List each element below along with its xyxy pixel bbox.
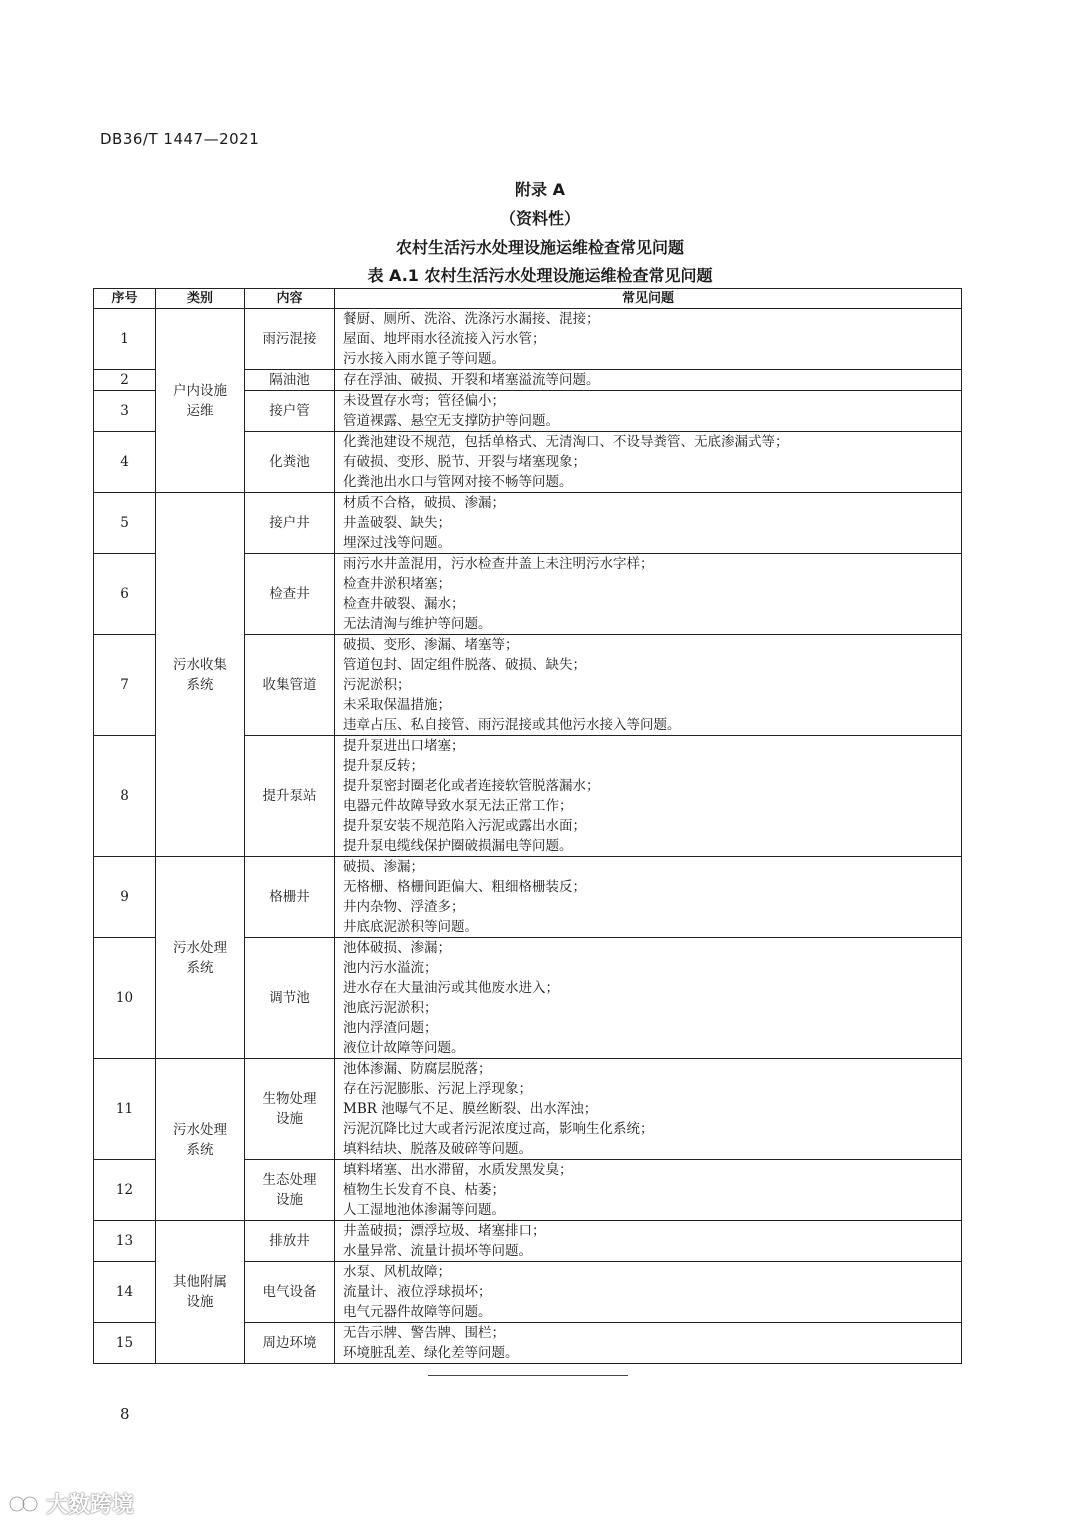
problem-line: 检查井破裂、漏水；: [343, 596, 465, 612]
problem-line: 污泥淤积；: [343, 677, 411, 693]
problems-cell: [335, 1262, 962, 1323]
category-label: 污水处理系统: [173, 939, 227, 976]
problem-line: MBR 池曝气不足、膜丝断裂、出水浑浊；: [343, 1101, 598, 1117]
problem-line: 填料堵塞、出水滞留，水质发黑发臭；: [343, 1162, 573, 1178]
problem-line: 流量计、液位浮球损坏；: [343, 1284, 492, 1300]
problem-line: 未采取保温措施；: [343, 697, 451, 713]
row-number: 13: [94, 1221, 156, 1262]
category-label: 其他附属设施: [173, 1274, 227, 1310]
content-cell: [245, 1221, 335, 1262]
content-label: 生态处理设施: [262, 1172, 317, 1208]
problem-line: 污泥沉降比过大或者污泥浓度过高，影响生化系统；: [343, 1121, 654, 1137]
table-row: [94, 1221, 962, 1262]
content-label: 检查井: [269, 586, 310, 602]
col-header-category: 类别: [156, 289, 245, 309]
problems-cell: [335, 432, 962, 493]
row-number: 9: [94, 857, 156, 938]
standard-code: DB36/T 1447—2021: [100, 130, 260, 148]
problem-line: 无告示牌、警告牌、围栏；: [343, 1325, 505, 1341]
problem-line: 池内浮渣问题；: [343, 1020, 438, 1036]
problem-line: 液位计故障等问题。: [343, 1040, 465, 1056]
problem-line: 存在浮油、破损、开裂和堵塞溢流等问题。: [343, 372, 600, 388]
problem-line: 井底底泥淤积等问题。: [343, 919, 478, 935]
problem-line: 提升泵安装不规范陷入污泥或露出水面；: [343, 818, 586, 834]
problem-line: 无法清淘与维护等问题。: [343, 616, 492, 632]
table-row: [94, 857, 962, 938]
table-caption: 表 A.1 农村生活污水处理设施运维检查常见问题: [367, 266, 713, 285]
problem-line: 存在污泥膨胀、污泥上浮现象；: [343, 1081, 532, 1097]
problem-line: 化粪池出水口与管网对接不畅等问题。: [343, 474, 573, 490]
problems-cell: [335, 635, 962, 736]
problem-line: 提升泵进出口堵塞；: [343, 738, 465, 754]
problems-cell: [335, 554, 962, 635]
content-label: 调节池: [269, 990, 310, 1006]
row-number: 7: [94, 635, 156, 736]
row-number: 12: [94, 1160, 156, 1221]
problem-line: 人工湿地池体渗漏等问题。: [343, 1202, 505, 1218]
content-label: 隔油池: [269, 372, 310, 388]
row-number: 8: [94, 736, 156, 857]
table-header-row: [94, 289, 962, 309]
content-cell: [245, 493, 335, 554]
problem-line: 植物生长发育不良、枯萎；: [343, 1182, 505, 1198]
content-label: 收集管道: [262, 677, 317, 693]
problem-line: 池底污泥淤积；: [343, 1000, 438, 1016]
content-label: 周边环境: [262, 1335, 317, 1351]
problem-line: 提升泵电缆线保护圈破损漏电等问题。: [343, 838, 573, 854]
content-cell: [245, 1160, 335, 1221]
content-cell: [245, 1262, 335, 1323]
row-number: 4: [94, 432, 156, 493]
row-number: 11: [94, 1059, 156, 1160]
problem-line: 破损、渗漏；: [343, 859, 424, 875]
problem-line: 池内污水溢流；: [343, 960, 438, 976]
problem-line: 雨污水井盖混用，污水检查井盖上未注明污水字样；: [343, 556, 654, 572]
category-label: 污水收集系统: [173, 656, 227, 693]
page-number: 8: [120, 1405, 130, 1423]
col-header-problems: 常见问题: [335, 289, 962, 309]
problem-line: 管道包封、固定组件脱落、破损、缺失；: [343, 657, 586, 673]
content-cell: [245, 736, 335, 857]
problems-cell: [335, 309, 962, 370]
problem-line: 污水接入雨水篦子等问题。: [343, 351, 505, 367]
watermark-logo-icon: [8, 1493, 42, 1515]
row-number: 10: [94, 938, 156, 1059]
content-label: 生物处理设施: [262, 1091, 317, 1127]
content-label: 电气设备: [262, 1284, 317, 1300]
row-number: 6: [94, 554, 156, 635]
content-label: 接户管: [269, 403, 310, 419]
problem-line: 餐厨、厕所、洗浴、洗涤污水漏接、混接；: [343, 311, 600, 327]
row-number: 14: [94, 1262, 156, 1323]
problem-line: 池体破损、渗漏；: [343, 940, 451, 956]
col-header-content: 内容: [245, 289, 335, 309]
row-number: 5: [94, 493, 156, 554]
problem-line: 化粪池建设不规范，包括单格式、无清淘口、不设导粪管、无底渗漏式等；: [343, 434, 789, 450]
problem-line: 未设置存水弯；管径偏小；: [343, 393, 505, 409]
category-cell: [156, 309, 245, 493]
content-label: 化粪池: [269, 454, 310, 470]
problem-line: 填料结块、脱落及破碎等问题。: [343, 1141, 532, 1157]
content-cell: [245, 635, 335, 736]
content-cell: [245, 938, 335, 1059]
problem-line: 埋深过浅等问题。: [343, 535, 451, 551]
problem-line: 水泵、风机故障；: [343, 1264, 451, 1280]
category-cell: [156, 1221, 245, 1364]
problem-line: 环境脏乱差、绿化差等问题。: [343, 1345, 519, 1361]
content-label: 接户井: [269, 515, 310, 531]
table-row: [94, 1059, 962, 1160]
problem-line: 井内杂物、浮渣多；: [343, 899, 465, 915]
category-label: 户内设施运维: [173, 382, 227, 419]
problems-cell: [335, 1221, 962, 1262]
category-label: 污水处理系统: [173, 1121, 227, 1158]
problems-cell: [335, 857, 962, 938]
category-cell: [156, 493, 245, 857]
problem-line: 违章占压、私自接管、雨污混接或其他污水接入等问题。: [343, 717, 681, 733]
problems-cell: [335, 1059, 962, 1160]
table-row: [94, 309, 962, 370]
problems-cell: [335, 1323, 962, 1364]
problems-cell: [335, 938, 962, 1059]
row-number: 15: [94, 1323, 156, 1364]
appendix-title: 农村生活污水处理设施运维检查常见问题: [395, 238, 684, 257]
problem-line: 材质不合格，破损、渗漏；: [343, 495, 505, 511]
appendix-nature: （资料性）: [499, 209, 580, 228]
content-label: 雨污混接: [262, 331, 317, 347]
category-cell: [156, 857, 245, 1059]
category-cell: [156, 1059, 245, 1221]
table-row: [94, 493, 962, 554]
content-cell: [245, 391, 335, 432]
problem-line: 水量异常、流量计损坏等问题。: [343, 1243, 532, 1259]
content-cell: [245, 432, 335, 493]
problem-line: 电气元器件故障等问题。: [343, 1304, 492, 1320]
problem-line: 提升泵密封圈老化或者连接软管脱落漏水；: [343, 778, 600, 794]
content-cell: [245, 370, 335, 391]
content-cell: [245, 1059, 335, 1160]
bottom-rule: [428, 1375, 628, 1376]
problem-line: 屋面、地坪雨水径流接入污水管；: [343, 331, 546, 347]
content-label: 排放井: [269, 1233, 310, 1249]
problem-line: 管道裸露、悬空无支撑防护等问题。: [343, 413, 559, 429]
problem-line: 电器元件故障导致水泵无法正常工作；: [343, 798, 573, 814]
problem-line: 无格栅、格栅间距偏大、粗细格栅装反；: [343, 879, 586, 895]
row-number: 1: [94, 309, 156, 370]
content-cell: [245, 857, 335, 938]
problems-cell: [335, 370, 962, 391]
problem-line: 检查井淤积堵塞；: [343, 576, 451, 592]
problems-cell: [335, 1160, 962, 1221]
watermark: [8, 1488, 134, 1519]
problems-cell: [335, 391, 962, 432]
col-header-number: 序号: [94, 289, 156, 309]
problems-table: [93, 288, 962, 1364]
watermark-text: 大数跨境: [46, 1493, 135, 1518]
content-cell: [245, 309, 335, 370]
problem-line: 进水存在大量油污或其他废水进入；: [343, 980, 559, 996]
content-label: 格栅井: [269, 889, 310, 905]
problem-line: 池体渗漏、防腐层脱落；: [343, 1061, 492, 1077]
row-number: 2: [94, 370, 156, 391]
row-number: 3: [94, 391, 156, 432]
problem-line: 破损、变形、渗漏、堵塞等；: [343, 637, 519, 653]
appendix-label: 附录 A: [515, 180, 565, 199]
content-cell: [245, 554, 335, 635]
problems-cell: [335, 493, 962, 554]
content-cell: [245, 1323, 335, 1364]
problem-line: 井盖破裂、缺失；: [343, 515, 451, 531]
problem-line: 井盖破损；漂浮垃圾、堵塞排口；: [343, 1223, 546, 1239]
problem-line: 提升泵反转；: [343, 758, 424, 774]
content-label: 提升泵站: [262, 788, 317, 804]
problems-cell: [335, 736, 962, 857]
problem-line: 有破损、变形、脱节、开裂与堵塞现象；: [343, 454, 586, 470]
